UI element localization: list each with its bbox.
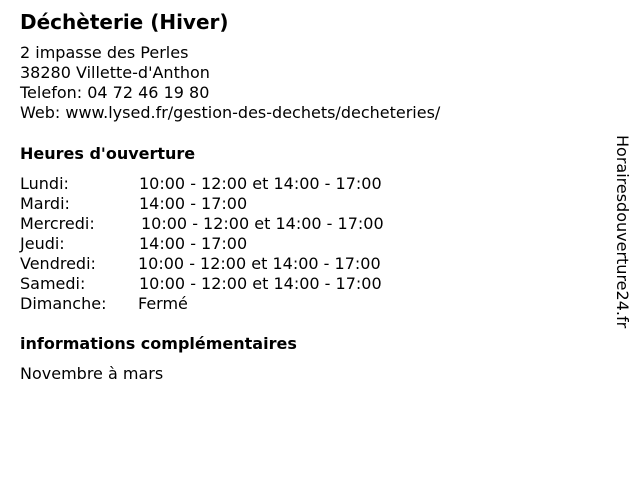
additional-info-text: Novembre à mars (20, 364, 164, 383)
time-value: 14:00 - 17:00 (139, 234, 248, 253)
day-label: Mercredi: (20, 214, 95, 233)
day-label: Jeudi: (20, 234, 65, 253)
phone-number: Telefon: 04 72 46 19 80 (20, 83, 210, 102)
additional-info-heading: informations complémentaires (20, 334, 297, 353)
day-label: Dimanche: (20, 294, 107, 313)
day-label: Lundi: (20, 174, 69, 193)
time-value: 10:00 - 12:00 et 14:00 - 17:00 (139, 274, 382, 293)
day-label: Samedi: (20, 274, 86, 293)
address-city: 38280 Villette-d'Anthon (20, 63, 210, 82)
site-watermark: Horairesdouverture24.fr (613, 135, 632, 329)
time-value: 10:00 - 12:00 et 14:00 - 17:00 (139, 174, 382, 193)
time-value: 10:00 - 12:00 et 14:00 - 17:00 (141, 214, 384, 233)
time-value: 10:00 - 12:00 et 14:00 - 17:00 (138, 254, 381, 273)
opening-hours-heading: Heures d'ouverture (20, 144, 196, 163)
website-link[interactable]: Web: www.lysed.fr/gestion-des-dechets/decheteries/ (20, 103, 441, 122)
time-value: 14:00 - 17:00 (139, 194, 248, 213)
time-value: Fermé (138, 294, 188, 313)
page-title: Déchèterie (Hiver) (20, 10, 229, 34)
day-label: Mardi: (20, 194, 70, 213)
day-label: Vendredi: (20, 254, 96, 273)
address-street: 2 impasse des Perles (20, 43, 189, 62)
address-block (20, 43, 440, 123)
